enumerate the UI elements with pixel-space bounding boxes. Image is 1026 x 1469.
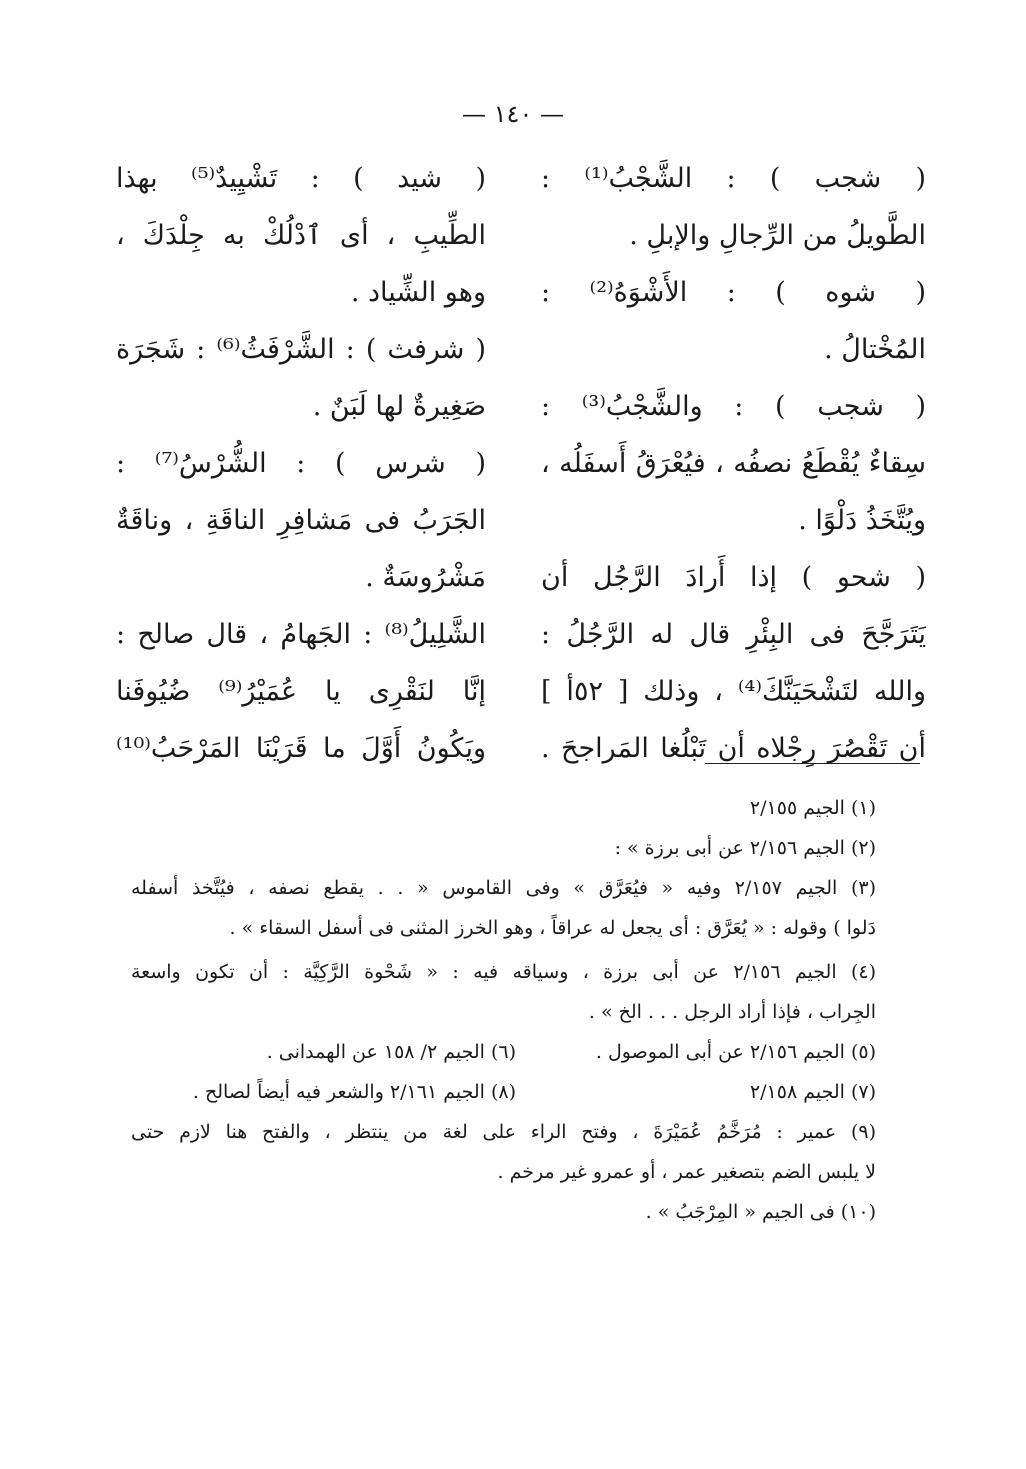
left-column	[116, 150, 486, 777]
left-line-9: الشَّلِيلُ⁽⁸⁾ : الجَهامُ ، قال صالح :	[116, 619, 486, 650]
footnote-2: (٢) الجيم ٢/١٥٦ عن أبى برزة » :	[614, 837, 876, 859]
footnote-row-5-6	[131, 1032, 876, 1072]
left-line-1: ( شيد ) : تَشْيِيدٌ⁽⁵⁾ بهذا	[116, 163, 486, 194]
footnotes	[131, 788, 876, 1232]
footnote-3: (٣) الجيم ٢/١٥٧ وفيه « فيُعَرَّق » وفى القاموس « . . يقطع نصفه ، فيُتَّخذ أسفله	[131, 877, 876, 899]
left-line-3: وهو الشِّياد .	[350, 277, 486, 308]
right-line-9: يَتَرَجَّحَ فى البِئْرِ قال له الرَّجُلُ :	[541, 619, 926, 650]
right-line-2: الطَّويلُ من الرِّجالِ والإبلِ .	[629, 220, 926, 251]
right-line-11: أن تَقْصُرَ رِجْلاه أن تَبْلُغا المَراجحَ .	[541, 733, 926, 764]
verse-line-2: ويَكُونُ أَوَّلَ ما قَرَيْنَا المَرْحَبُ⁽¹⁰⁾	[116, 733, 486, 764]
right-line-4: المُخْتالُ .	[824, 334, 926, 365]
right-line-7: ويُتَّخَذُ دَلْوًا .	[798, 505, 926, 536]
right-line-10: والله لتَشْحَيَنَّكَ⁽⁴⁾ ، وذلك [ ٥٢أ ]	[541, 676, 926, 707]
footnote-row-7-8	[131, 1072, 876, 1112]
footnote-7: (٧) الجيم ٢/١٥٨	[749, 1081, 876, 1103]
right-column	[541, 150, 926, 777]
left-line-7: الجَرَبُ فى مَشافِرِ الناقَةِ ، وناقَةٌ	[116, 505, 486, 536]
left-line-2: الطِّيبِ ، أى ٱدْلُكْ به جِلْدَكَ ،	[116, 220, 486, 251]
page-number: — ١٤٠ —	[462, 100, 564, 128]
footnote-divider	[705, 763, 920, 764]
right-line-8: ( شحو ) إذا أَرادَ الرَّجُل أن	[541, 562, 926, 593]
footnote-4-continued: الجِراب ، فإذا أراد الرجل . . . الخ » .	[588, 1001, 876, 1023]
footnote-3-continued: دَلوا ) وقوله : « يُعَرَّق : أى يجعل له عراقاً ، وهو الخرز المثنى فى أسفل السقاء » .	[229, 917, 876, 939]
verse-line-1: إنَّا لنَقْرِى يا عُمَيْرُ⁽⁹⁾ ضُيُوفَنا	[116, 676, 486, 707]
footnote-6: (٦) الجيم ٢/ ١٥٨ عن الهمدانى .	[266, 1041, 516, 1063]
footnote-5: (٥) الجيم ٢/١٥٦ عن أبى الموصول .	[595, 1041, 876, 1063]
left-line-4: ( شرفث ) : الشَّرْفَثُ⁽⁶⁾ : شَجَرَة	[116, 334, 486, 365]
footnote-4: (٤) الجيم ٢/١٥٦ عن أبى برزة ، وسياقه فيه : « شَحْوة الرَّكِيَّة : أن تكون واسعة	[131, 961, 876, 983]
footnote-8: (٨) الجيم ٢/١٦١ والشعر فيه أيضاً لصالح .	[192, 1081, 516, 1103]
left-line-6: ( شرس ) : الشُّرْسُ⁽⁷⁾ :	[116, 448, 486, 479]
right-line-6: سِقاءٌ يُقْطَعُ نصفُه ، فيُعْرَقُ أَسفَلُه ،	[541, 448, 926, 479]
right-line-3: ( شوه ) : الأَشْوَهُ⁽²⁾ :	[541, 277, 926, 308]
left-line-8: مَشْرُوسَةٌ .	[365, 562, 486, 593]
footnote-9-continued: لا يلبس الضم بتصغير عمر ، أو عمرو غير مرخم .	[497, 1161, 876, 1183]
left-line-5: صَغِيرةٌ لها لَبَنٌ .	[312, 391, 486, 422]
right-line-1: ( شجب ) : الشَّجْبُ⁽¹⁾ :	[541, 163, 926, 194]
footnote-9: (٩) عمير : مُرَخَّمُ عُمَيْرَةَ ، وفتح الراء على لغة من ينتظر ، والفتح هنا لازم حتى	[131, 1121, 876, 1143]
footnote-10: (١٠) فى الجيم « المِرْجَبُ » .	[645, 1201, 876, 1223]
right-line-5: ( شجب ) : والشَّجْبُ⁽³⁾ :	[541, 391, 926, 422]
footnote-1: (١) الجيم ٢/١٥٥	[749, 797, 876, 819]
